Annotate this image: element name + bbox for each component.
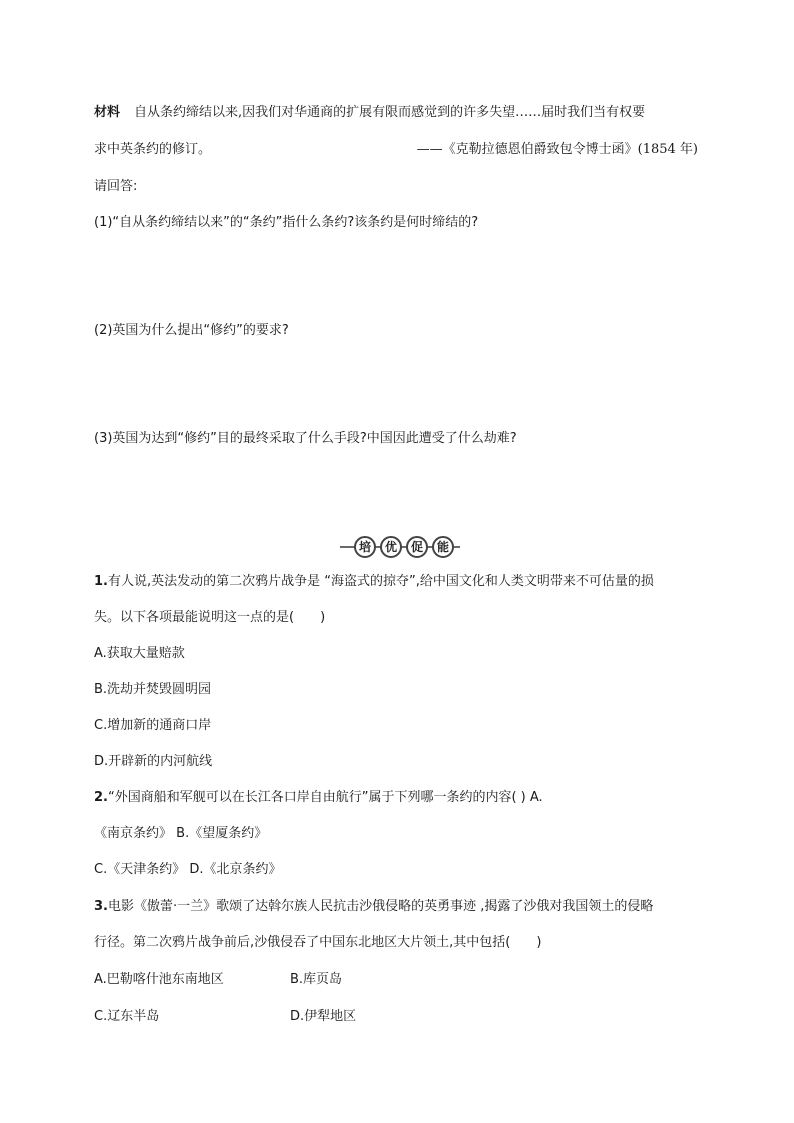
mc-2-number: 2. (94, 790, 108, 805)
banner-char: 培 (354, 536, 376, 558)
mc-3-option-c: C.辽东半岛 (94, 1009, 160, 1024)
mc-1-option-c: C.增加新的通商口岸 (94, 718, 212, 733)
material-text-1: 自从条约缔结以来,因我们对华通商的扩展有限而感觉到的许多失望……届时我们当有权要 (134, 105, 646, 120)
mc-1-stem-line-1 (94, 573, 654, 591)
mc-2-options-line-2 (94, 861, 282, 879)
mc-3-option-a: A.巴勒喀什池东南地区 (94, 972, 224, 987)
banner-char: 能 (432, 536, 454, 558)
mc-2-option-c: C.《天津条约》 (94, 862, 186, 877)
mc-3-option-b: B.库页岛 (290, 972, 343, 987)
mc-2-option-a: 《南京条约》 (94, 826, 173, 841)
mc-3-stem-line-2: 行径。第二次鸦片战争前后,沙俄侵吞了中国东北地区大片领土,其中包括( ) (94, 935, 542, 950)
mc-2-stem-line-1 (94, 789, 543, 807)
mc-3-stem-text: 电影《傲蕾·一兰》歌颂了达斡尔族人民抗击沙俄侵略的英勇事迹 ,揭露了沙俄对我国领土的侵略 (107, 899, 654, 914)
answer-prompt: 请回答: (94, 179, 138, 194)
mc-2-options-line-1 (94, 825, 267, 843)
question-2: (2)英国为什么提出“修约”的要求? (94, 323, 289, 338)
mc-1-stem-text: 有人说,英法发动的第二次鸦片战争是 “海盗式的掠夺”,给中国文化和人类文明带来不可估量的损 (107, 574, 654, 589)
mc-3-number: 3. (94, 899, 108, 914)
mc-3-stem-line-1 (94, 898, 653, 916)
mc-1-option-d: D.开辟新的内河航线 (94, 754, 213, 769)
mc-1-option-b: B.洗劫并焚毁圆明园 (94, 682, 212, 697)
mc-1-number: 1. (94, 574, 108, 589)
mc-2-stem-text: “外国商船和军舰可以在长江各口岸自由航行”属于下列哪一条约的内容( ) A. (107, 790, 543, 805)
mc-2-option-b: B.《望厦条约》 (176, 826, 268, 841)
material-source: ——《克勒拉德恩伯爵致包令博士函》(1854 年) (416, 142, 698, 157)
material-line-2: 求中英条约的修订。 (94, 142, 212, 157)
section-banner (340, 536, 460, 558)
question-3: (3)英国为达到“修约”目的最终采取了什么手段?中国因此遭受了什么劫难? (94, 431, 517, 446)
mc-1-option-a: A.获取大量赔款 (94, 646, 185, 661)
material-line-1 (94, 104, 645, 122)
banner-char: 促 (406, 536, 428, 558)
mc-1-stem-line-2: 失。以下各项最能说明这一点的是( ) (94, 610, 326, 625)
banner-char: 优 (380, 536, 402, 558)
mc-3-option-d: D.伊犁地区 (290, 1009, 357, 1024)
question-1: (1)“自从条约缔结以来”的“条约”指什么条约?该条约是何时缔结的? (94, 215, 479, 230)
material-label: 材料 (94, 105, 121, 120)
mc-2-option-d: D.《北京条约》 (189, 862, 282, 877)
